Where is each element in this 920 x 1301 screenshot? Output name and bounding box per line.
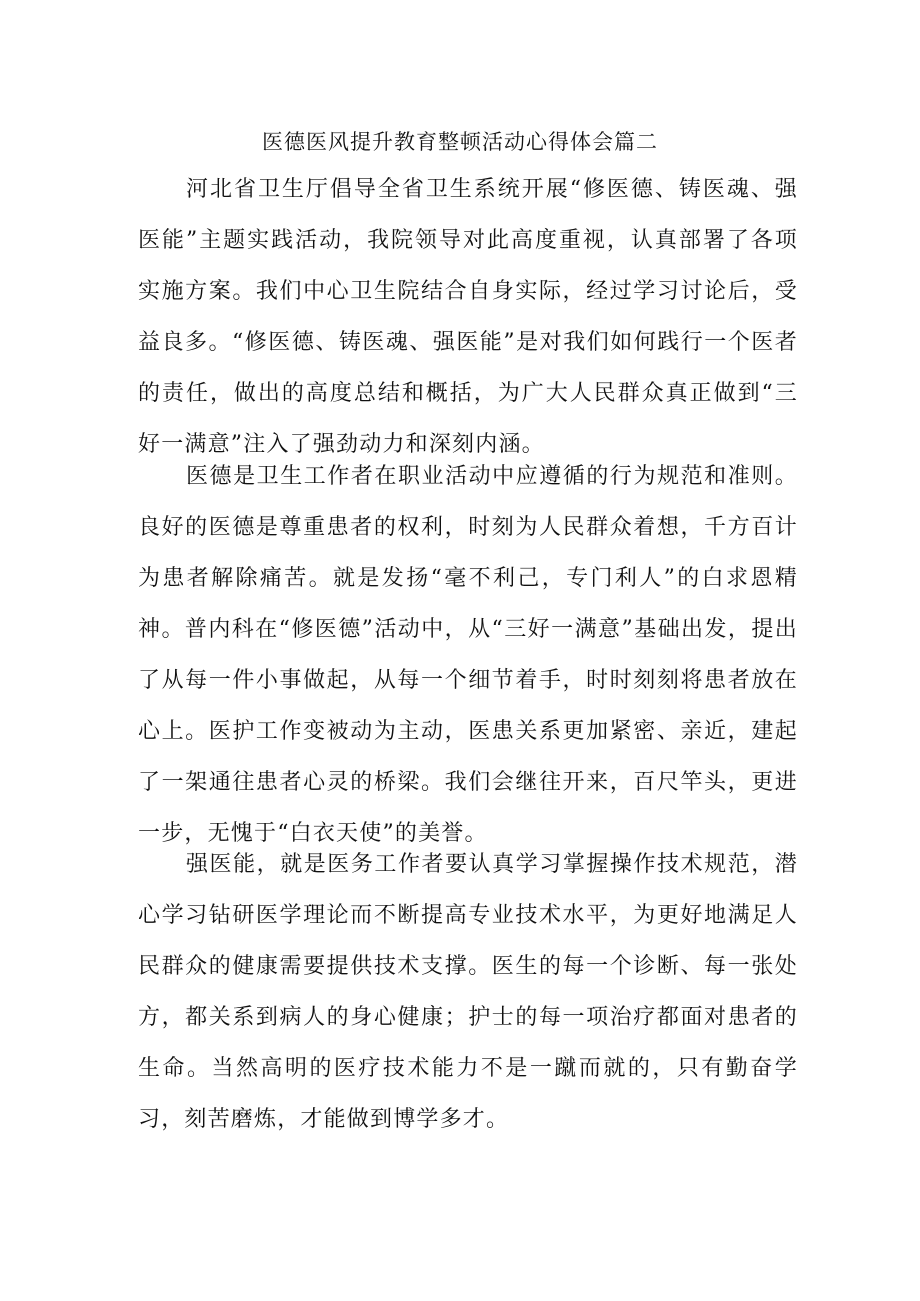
document-title: 医德医风提升教育整顿活动心得体会篇二 — [262, 130, 658, 154]
paragraph-2: 医德是卫生工作者在职业活动中应遵循的行为规范和准则。良好的医德是尊重患者的权利，时刻为人民群众着想，千方百计为患者解除痛苦。就是发扬“毫不利己，专门利人”的白求恩精神。普内科在“修医德”活动中，从“三好一满意”基础出发，提出了从每一件小事做起，从每一个细节着手，时时刻刻将患者放在心上。医护工作变被动为主动，医患关系更加紧密、亲近，建起了一架通往患者心灵的桥梁。我们会继往开来，百尺竿头，更进一步，无愧于“白衣天使”的美誉。 — [138, 464, 798, 846]
paragraph-1: 河北省卫生厅倡导全省卫生系统开展“修医德、铸医魂、强医能”主题实践活动，我院领导对此高度重视，认真部署了各项实施方案。我们中心卫生院结合自身实际，经过学习讨论后，受益良多。“修医德、铸医魂、强医能”是对我们如何践行一个医者的责任，做出的高度总结和概括，为广大人民群众真正做到“三好一满意”注入了强劲动力和深刻内涵。 — [138, 177, 798, 457]
paragraph-3: 强医能，就是医务工作者要认真学习掌握操作技术规范，潜心学习钻研医学理论而不断提高专业技术水平，为更好地满足人民群众的健康需要提供技术支撑。医生的每一个诊断、每一张处方，都关系到病人的身心健康；护士的每一项治疗都面对患者的生命。当然高明的医疗技术能力不是一蹴而就的，只有勤奋学习，刻苦磨炼，才能做到博学多才。 — [138, 852, 798, 1132]
